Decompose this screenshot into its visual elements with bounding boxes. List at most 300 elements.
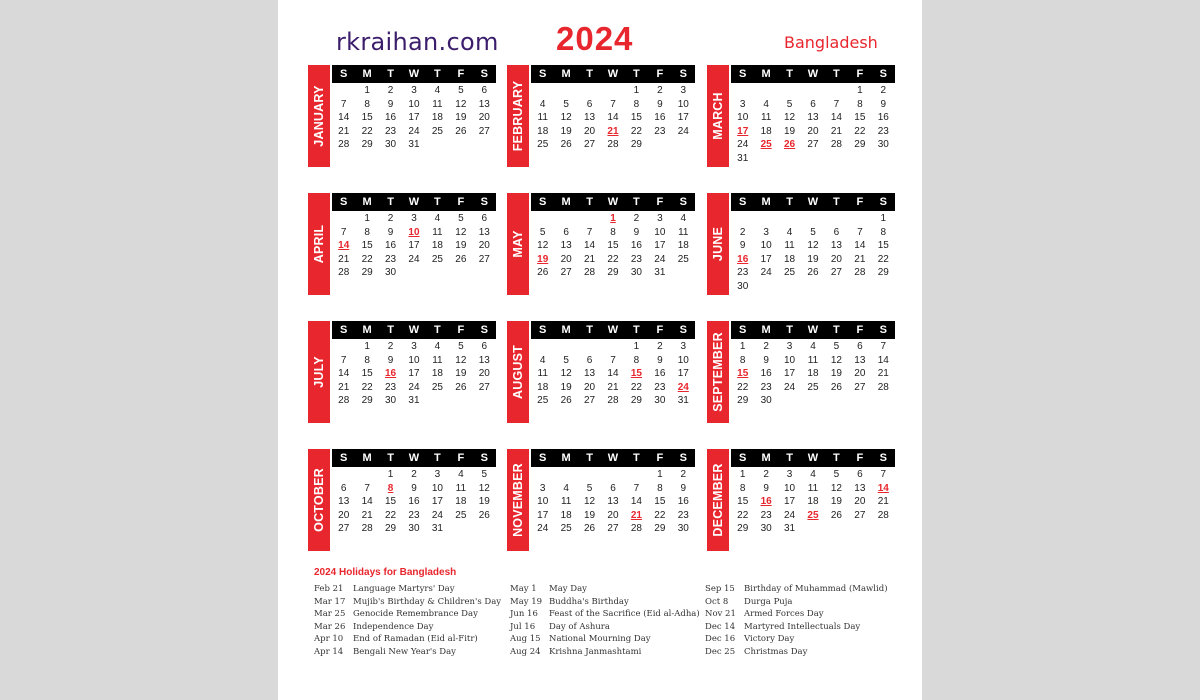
weekday-label: M bbox=[561, 452, 571, 464]
month-february bbox=[507, 65, 695, 167]
weekday-label: S bbox=[879, 324, 887, 336]
day-cell: 17 bbox=[408, 240, 420, 251]
day-cell: 6 bbox=[857, 341, 863, 352]
day-cell: 23 bbox=[654, 125, 666, 137]
day-cell: 2 bbox=[763, 469, 769, 480]
day-cell: 13 bbox=[807, 112, 819, 123]
weekday-label: M bbox=[561, 196, 571, 208]
day-cell: 2 bbox=[657, 85, 663, 96]
month-october bbox=[308, 449, 496, 551]
weekday-label: W bbox=[408, 196, 420, 208]
weekday-label: F bbox=[856, 68, 864, 80]
month-label bbox=[507, 193, 529, 295]
holiday-date: 15 bbox=[630, 368, 642, 379]
weekday-label: T bbox=[833, 452, 840, 464]
day-cell: 20 bbox=[830, 253, 842, 265]
day-cell: 25 bbox=[455, 509, 467, 521]
day-cell: 13 bbox=[854, 354, 866, 366]
day-cell: 11 bbox=[560, 496, 572, 507]
day-cell: 13 bbox=[830, 240, 842, 251]
day-cell: 3 bbox=[411, 341, 417, 352]
day-grid bbox=[731, 340, 895, 408]
day-cell: 18 bbox=[455, 496, 467, 507]
day-cell: 19 bbox=[560, 125, 572, 137]
day-cell: 20 bbox=[560, 253, 572, 265]
day-cell: 15 bbox=[361, 112, 373, 123]
day-cell: 9 bbox=[411, 482, 417, 494]
holiday-row-name: Birthday of Muhammad (Mawlid) bbox=[744, 584, 888, 594]
weekday-label: M bbox=[362, 68, 372, 80]
empty-cell bbox=[554, 468, 577, 482]
day-cell: 21 bbox=[877, 496, 889, 507]
month-label bbox=[308, 449, 330, 551]
month-name: FEBRUARY bbox=[511, 80, 525, 152]
holiday-row-date: Jun 16 bbox=[510, 609, 538, 620]
month-label bbox=[707, 449, 729, 551]
holiday-row-date: Dec 16 bbox=[705, 634, 736, 645]
day-cell: 15 bbox=[385, 496, 397, 507]
day-cell: 11 bbox=[432, 98, 443, 110]
holiday-row bbox=[705, 621, 888, 634]
day-cell: 1 bbox=[739, 469, 746, 480]
day-cell: 10 bbox=[408, 354, 420, 366]
day-cell: 30 bbox=[385, 267, 397, 278]
day-cell: 23 bbox=[677, 509, 689, 521]
day-cell: 20 bbox=[607, 509, 619, 521]
day-cell: 23 bbox=[408, 509, 420, 521]
day-cell: 22 bbox=[630, 381, 642, 393]
day-cell: 31 bbox=[654, 267, 666, 278]
holiday-date: 15 bbox=[737, 368, 749, 379]
holiday-row bbox=[314, 633, 501, 646]
day-cell: 30 bbox=[385, 139, 397, 150]
weekday-header bbox=[731, 449, 895, 467]
day-cell: 25 bbox=[431, 253, 443, 265]
day-cell: 7 bbox=[586, 226, 593, 238]
day-cell: 26 bbox=[807, 267, 819, 278]
day-cell: 21 bbox=[338, 125, 350, 137]
weekday-label: S bbox=[879, 68, 887, 80]
day-cell: 10 bbox=[760, 240, 772, 251]
day-cell: 23 bbox=[385, 381, 397, 393]
day-cell: 14 bbox=[607, 112, 619, 123]
day-cell: 1 bbox=[633, 341, 640, 352]
day-cell: 6 bbox=[481, 85, 488, 96]
day-grid bbox=[731, 468, 895, 536]
month-name: NOVEMBER bbox=[511, 463, 525, 537]
day-cell: 23 bbox=[630, 253, 642, 265]
empty-cell bbox=[601, 340, 624, 354]
weekday-label: S bbox=[879, 452, 887, 464]
weekday-label: F bbox=[457, 452, 465, 464]
month-january bbox=[308, 65, 496, 167]
holiday-row-date: Oct 8 bbox=[705, 596, 729, 607]
holiday-row-name: Durga Puja bbox=[744, 596, 793, 607]
weekday-label: F bbox=[656, 324, 664, 336]
day-cell: 3 bbox=[539, 482, 546, 494]
day-cell: 18 bbox=[431, 368, 443, 379]
holiday-row-name: Independence Day bbox=[353, 621, 434, 632]
day-cell: 23 bbox=[737, 267, 749, 278]
day-grid bbox=[531, 468, 695, 536]
day-cell: 5 bbox=[458, 85, 464, 96]
day-cell: 14 bbox=[361, 496, 373, 507]
day-cell: 15 bbox=[737, 496, 749, 507]
month-label bbox=[507, 321, 529, 423]
day-cell: 6 bbox=[610, 482, 616, 494]
day-cell: 28 bbox=[607, 395, 619, 406]
day-cell: 6 bbox=[481, 341, 488, 352]
day-cell: 16 bbox=[877, 112, 889, 123]
empty-cell bbox=[332, 212, 355, 226]
holiday-row-name: Krishna Janmashtami bbox=[549, 646, 642, 657]
weekday-label: S bbox=[739, 68, 747, 80]
day-cell: 4 bbox=[786, 226, 793, 238]
day-cell: 26 bbox=[584, 523, 596, 534]
holiday-column bbox=[705, 583, 888, 659]
day-cell: 29 bbox=[877, 267, 889, 278]
month-name: MAY bbox=[511, 230, 525, 258]
holiday-date: 21 bbox=[607, 125, 619, 137]
day-cell: 11 bbox=[760, 112, 772, 123]
empty-cell bbox=[531, 468, 554, 482]
day-cell: 28 bbox=[854, 267, 866, 278]
empty-cell bbox=[531, 212, 554, 226]
weekday-label: T bbox=[586, 68, 593, 80]
weekday-label: F bbox=[457, 68, 465, 80]
day-cell: 30 bbox=[385, 395, 397, 406]
holiday-row-date: May 1 bbox=[510, 584, 537, 594]
day-cell: 26 bbox=[560, 139, 572, 150]
day-cell: 23 bbox=[760, 509, 772, 521]
day-cell: 28 bbox=[877, 381, 889, 393]
empty-cell bbox=[578, 212, 601, 226]
day-cell: 4 bbox=[434, 213, 441, 224]
holiday-date: 25 bbox=[807, 509, 819, 521]
day-cell: 18 bbox=[537, 125, 549, 137]
day-cell: 15 bbox=[877, 240, 889, 251]
empty-cell bbox=[554, 84, 577, 98]
day-cell: 21 bbox=[607, 381, 619, 393]
weekday-label: S bbox=[879, 196, 887, 208]
weekday-label: S bbox=[739, 324, 747, 336]
day-cell: 22 bbox=[630, 125, 642, 137]
site-name: rkraihan.com bbox=[336, 28, 499, 56]
day-cell: 7 bbox=[880, 469, 887, 480]
month-name: JANUARY bbox=[312, 85, 326, 147]
day-cell: 31 bbox=[784, 523, 796, 534]
day-cell: 31 bbox=[408, 139, 420, 150]
day-cell: 14 bbox=[338, 112, 350, 123]
holiday-date: 10 bbox=[408, 226, 420, 238]
day-cell: 18 bbox=[537, 381, 549, 393]
day-cell: 6 bbox=[586, 354, 593, 366]
day-cell: 29 bbox=[361, 267, 373, 278]
day-cell: 12 bbox=[478, 482, 490, 494]
day-cell: 14 bbox=[830, 112, 842, 123]
weekday-header bbox=[332, 65, 496, 83]
day-cell: 12 bbox=[784, 112, 796, 123]
day-cell: 18 bbox=[431, 240, 443, 251]
day-cell: 17 bbox=[784, 496, 796, 507]
day-cell: 31 bbox=[737, 152, 749, 164]
day-cell: 12 bbox=[560, 368, 572, 379]
day-cell: 7 bbox=[880, 341, 887, 352]
empty-cell bbox=[754, 212, 777, 226]
day-grid bbox=[731, 84, 895, 165]
day-cell: 10 bbox=[677, 98, 689, 110]
holiday-row-date: Nov 21 bbox=[705, 609, 736, 620]
day-cell: 16 bbox=[654, 368, 666, 379]
holiday-date: 24 bbox=[677, 381, 689, 393]
weekday-label: W bbox=[408, 452, 420, 464]
day-cell: 8 bbox=[364, 226, 370, 238]
weekday-label: T bbox=[586, 196, 593, 208]
holiday-row-date: Aug 24 bbox=[510, 646, 541, 657]
day-cell: 5 bbox=[458, 341, 464, 352]
day-cell: 11 bbox=[537, 112, 548, 123]
day-cell: 2 bbox=[880, 85, 887, 96]
day-cell: 17 bbox=[677, 112, 689, 123]
empty-cell bbox=[355, 468, 378, 482]
holiday-row-name: Day of Ashura bbox=[549, 621, 610, 632]
empty-cell bbox=[554, 340, 577, 354]
holiday-column bbox=[510, 583, 700, 659]
day-cell: 10 bbox=[408, 98, 420, 110]
day-cell: 10 bbox=[677, 354, 689, 366]
day-cell: 15 bbox=[630, 112, 642, 123]
day-cell: 5 bbox=[586, 482, 593, 494]
day-cell: 24 bbox=[537, 523, 549, 534]
day-cell: 9 bbox=[880, 98, 887, 110]
day-cell: 27 bbox=[830, 267, 842, 278]
day-cell: 23 bbox=[385, 253, 397, 265]
empty-cell bbox=[601, 468, 624, 482]
day-cell: 22 bbox=[361, 381, 373, 393]
day-cell: 4 bbox=[539, 354, 546, 366]
day-grid bbox=[531, 340, 695, 408]
day-cell: 4 bbox=[434, 85, 441, 96]
holiday-row-date: Mar 17 bbox=[314, 596, 346, 607]
day-cell: 29 bbox=[654, 523, 666, 534]
holiday-row bbox=[705, 583, 888, 596]
weekday-label: T bbox=[833, 68, 840, 80]
holiday-row-name: May Day bbox=[549, 584, 587, 594]
calendar-year: 2024 bbox=[556, 20, 634, 57]
weekday-label: T bbox=[633, 452, 640, 464]
empty-cell bbox=[825, 212, 848, 226]
weekday-label: T bbox=[786, 196, 793, 208]
weekday-label: W bbox=[607, 452, 619, 464]
day-cell: 31 bbox=[431, 523, 443, 534]
weekday-label: S bbox=[739, 452, 747, 464]
day-cell: 27 bbox=[854, 509, 866, 521]
day-cell: 25 bbox=[431, 381, 443, 393]
day-cell: 19 bbox=[784, 125, 796, 137]
empty-cell bbox=[578, 468, 601, 482]
weekday-label: M bbox=[362, 196, 372, 208]
weekday-label: W bbox=[807, 324, 819, 336]
day-cell: 26 bbox=[830, 509, 842, 521]
day-cell: 22 bbox=[361, 253, 373, 265]
holiday-row bbox=[510, 646, 700, 659]
day-cell: 7 bbox=[633, 482, 640, 494]
day-cell: 28 bbox=[630, 523, 642, 534]
holiday-row-name: Christmas Day bbox=[744, 646, 808, 657]
day-cell: 26 bbox=[830, 381, 842, 393]
weekday-header bbox=[731, 321, 895, 339]
day-cell: 13 bbox=[560, 240, 572, 251]
empty-cell bbox=[332, 340, 355, 354]
day-cell: 5 bbox=[810, 226, 816, 238]
weekday-label: S bbox=[539, 452, 547, 464]
weekday-label: F bbox=[656, 196, 664, 208]
day-cell: 7 bbox=[833, 98, 840, 110]
day-cell: 20 bbox=[807, 125, 819, 137]
day-cell: 8 bbox=[739, 482, 746, 494]
weekday-label: T bbox=[586, 324, 593, 336]
day-cell: 19 bbox=[455, 240, 467, 251]
day-cell: 25 bbox=[677, 253, 689, 265]
day-cell: 22 bbox=[877, 253, 889, 265]
day-cell: 30 bbox=[877, 139, 889, 150]
holiday-row-name: Feast of the Sacrifice (Eid al-Adha) bbox=[549, 609, 700, 620]
empty-cell bbox=[332, 84, 355, 98]
day-cell: 14 bbox=[854, 240, 866, 251]
empty-cell bbox=[825, 84, 848, 98]
weekday-label: W bbox=[408, 324, 420, 336]
day-cell: 22 bbox=[654, 509, 666, 521]
day-cell: 8 bbox=[633, 98, 640, 110]
day-cell: 20 bbox=[584, 125, 596, 137]
day-cell: 17 bbox=[408, 112, 420, 123]
weekday-label: T bbox=[833, 324, 840, 336]
day-cell: 27 bbox=[478, 125, 490, 137]
day-cell: 3 bbox=[680, 341, 687, 352]
weekday-label: M bbox=[561, 324, 571, 336]
day-cell: 30 bbox=[677, 523, 689, 534]
weekday-label: T bbox=[387, 324, 394, 336]
day-cell: 13 bbox=[584, 112, 596, 123]
day-cell: 27 bbox=[584, 139, 596, 150]
day-cell: 12 bbox=[455, 98, 467, 110]
month-december bbox=[707, 449, 895, 551]
day-cell: 23 bbox=[654, 381, 666, 393]
empty-cell bbox=[531, 340, 554, 354]
day-cell: 21 bbox=[361, 509, 373, 521]
day-cell: 13 bbox=[478, 354, 490, 366]
day-cell: 20 bbox=[854, 368, 866, 379]
holiday-date: 14 bbox=[338, 240, 350, 251]
day-cell: 27 bbox=[478, 253, 490, 265]
day-cell: 30 bbox=[760, 523, 772, 534]
day-cell: 1 bbox=[857, 85, 863, 96]
day-cell: 26 bbox=[455, 253, 467, 265]
day-cell: 29 bbox=[630, 139, 642, 150]
day-cell: 10 bbox=[654, 226, 666, 238]
day-cell: 21 bbox=[854, 253, 866, 265]
day-cell: 30 bbox=[654, 395, 666, 406]
day-cell: 15 bbox=[854, 112, 866, 123]
day-cell: 4 bbox=[810, 341, 816, 352]
empty-cell bbox=[848, 212, 871, 226]
weekday-header bbox=[332, 321, 496, 339]
day-cell: 4 bbox=[680, 213, 687, 224]
month-name: MARCH bbox=[711, 92, 725, 140]
day-cell: 9 bbox=[763, 354, 769, 366]
weekday-label: F bbox=[856, 196, 864, 208]
day-cell: 2 bbox=[387, 341, 394, 352]
holiday-row-date: Sep 15 bbox=[705, 584, 735, 594]
month-label bbox=[707, 65, 729, 167]
day-cell: 29 bbox=[361, 395, 373, 406]
month-label bbox=[507, 449, 529, 551]
day-cell: 26 bbox=[455, 125, 467, 137]
day-cell: 13 bbox=[478, 226, 490, 238]
month-label bbox=[308, 193, 330, 295]
month-name: DECEMBER bbox=[711, 463, 725, 537]
holiday-row-date: Apr 14 bbox=[314, 646, 344, 657]
day-cell: 5 bbox=[786, 98, 793, 110]
day-cell: 27 bbox=[478, 381, 490, 393]
day-cell: 12 bbox=[560, 112, 572, 123]
day-grid bbox=[731, 212, 895, 293]
day-cell: 22 bbox=[737, 381, 749, 393]
holiday-row bbox=[705, 596, 888, 609]
day-cell: 9 bbox=[387, 98, 394, 110]
day-cell: 29 bbox=[630, 395, 642, 406]
holiday-row-date: May 19 bbox=[510, 596, 543, 607]
month-name: AUGUST bbox=[511, 345, 525, 399]
day-cell: 11 bbox=[455, 482, 467, 494]
day-cell: 2 bbox=[633, 213, 640, 224]
day-cell: 25 bbox=[537, 395, 549, 406]
day-cell: 8 bbox=[880, 226, 887, 238]
day-cell: 11 bbox=[432, 354, 443, 366]
day-cell: 1 bbox=[364, 341, 370, 352]
day-cell: 6 bbox=[833, 226, 840, 238]
day-cell: 28 bbox=[338, 139, 350, 150]
weekday-label: S bbox=[340, 324, 348, 336]
day-grid bbox=[531, 212, 695, 280]
weekday-label: S bbox=[480, 324, 488, 336]
day-cell: 28 bbox=[830, 139, 842, 150]
day-cell: 1 bbox=[880, 213, 887, 224]
day-cell: 24 bbox=[408, 125, 420, 137]
day-cell: 9 bbox=[739, 240, 746, 251]
day-cell: 8 bbox=[633, 354, 640, 366]
weekday-label: S bbox=[539, 196, 547, 208]
weekday-label: T bbox=[786, 68, 793, 80]
day-cell: 4 bbox=[434, 341, 441, 352]
day-cell: 12 bbox=[537, 240, 549, 251]
day-cell: 9 bbox=[657, 98, 663, 110]
day-cell: 10 bbox=[431, 482, 443, 494]
day-cell: 19 bbox=[455, 368, 467, 379]
day-cell: 13 bbox=[584, 368, 596, 379]
weekday-label: T bbox=[633, 324, 640, 336]
day-cell: 2 bbox=[657, 341, 663, 352]
day-cell: 25 bbox=[560, 523, 572, 534]
day-cell: 28 bbox=[584, 267, 596, 278]
weekday-header bbox=[332, 193, 496, 211]
day-cell: 17 bbox=[408, 368, 420, 379]
month-april bbox=[308, 193, 496, 295]
day-cell: 13 bbox=[607, 496, 619, 507]
day-cell: 22 bbox=[854, 125, 866, 137]
day-cell: 3 bbox=[411, 213, 417, 224]
day-cell: 4 bbox=[810, 469, 816, 480]
